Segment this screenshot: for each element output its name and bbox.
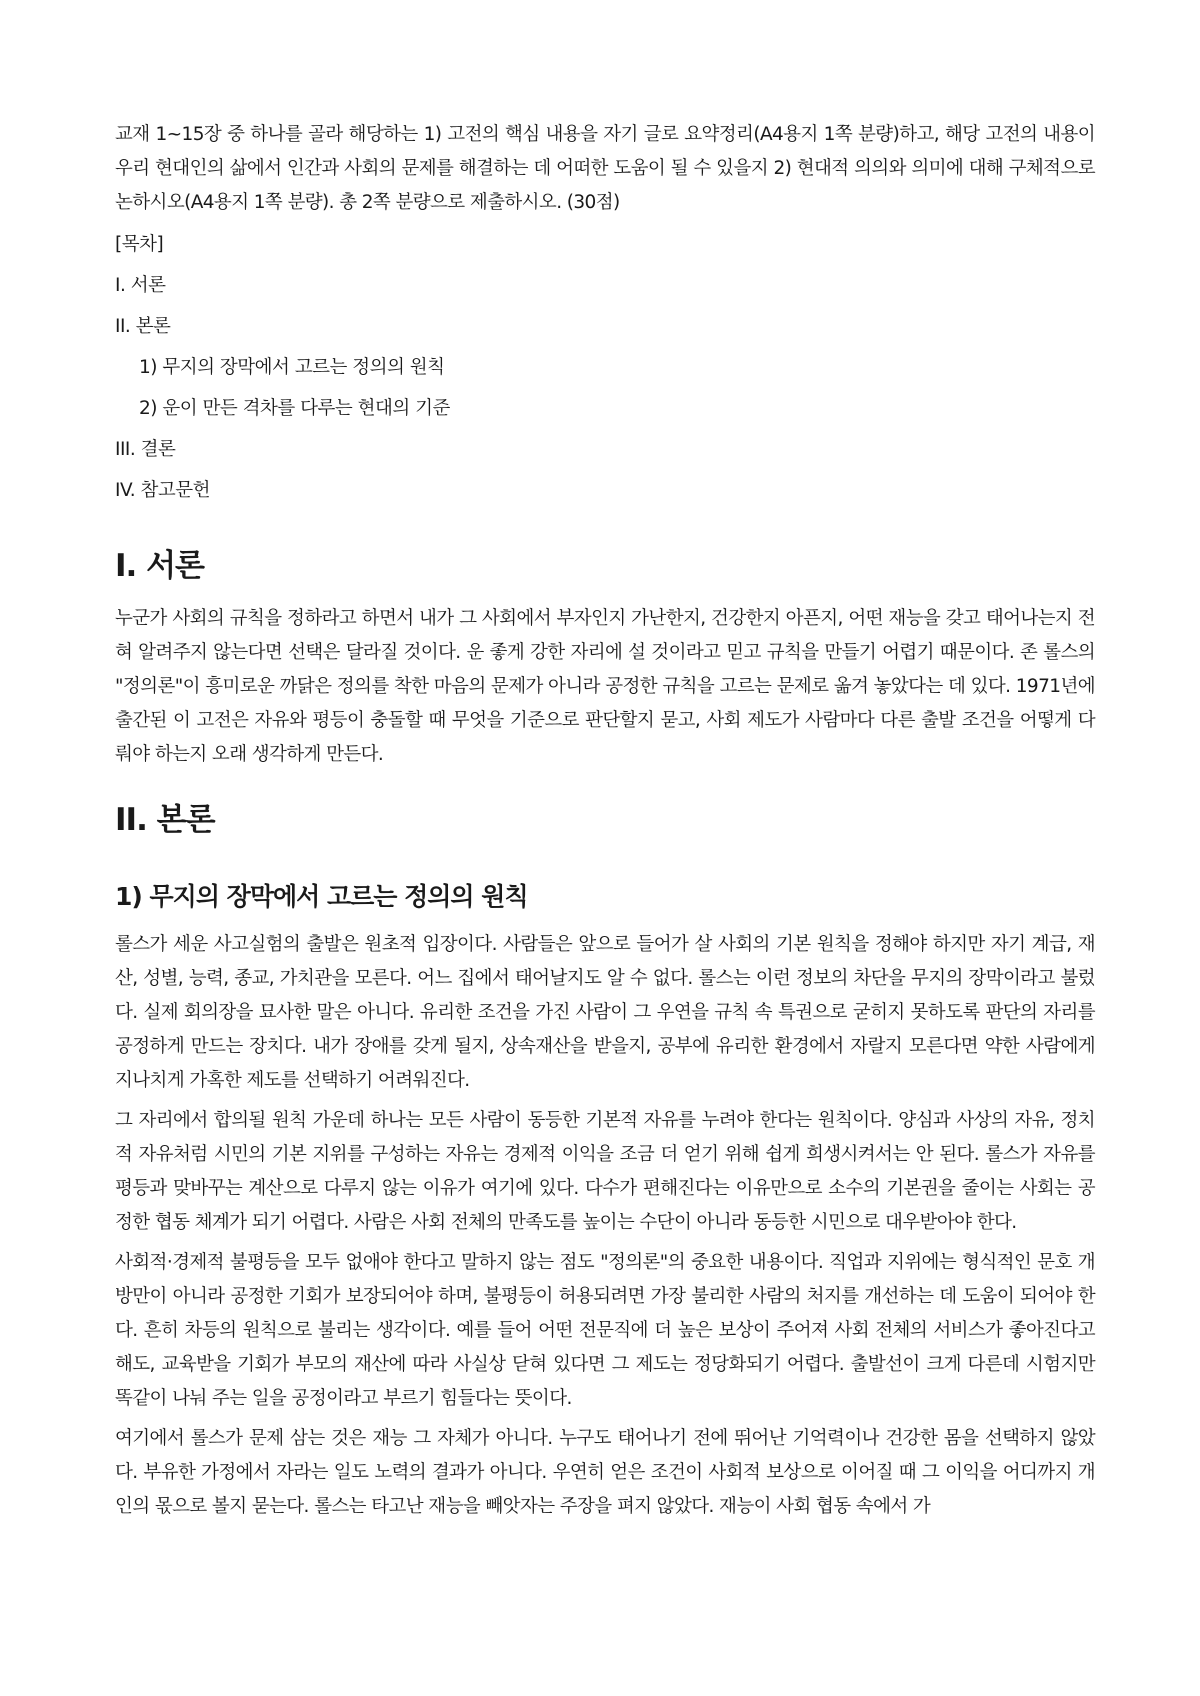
body-paragraph: 사회적·경제적 불평등을 모두 없애야 한다고 말하지 않는 점도 "정의론"의 중요한 내용이다. 직업과 지위에는 형식적인 문호 개방만이 아니라 공정한 기회가 보장되어야 하며, 불평등이 허용되려면 가장 불리한 사람의 처지를 개선하는 데 도움이 되어야 한다. 흔히 차등의 원칙으로 불리는 생각이다. 예를 들어 어떤 전문직에 더 높은 보상이 주어져 사회 전체의 서비스가 좋아진다고 해도, 교육받을 기회가 부모의 재산에 따라 사실상 닫혀 있다면 그 제도는 정당화되기 어렵다. 출발선이 크게 다른데 시험지만 똑같이 나눠 주는 일을 공정이라고 부르기 힘들다는 뜻이다. xyxy=(115,1252,1095,1409)
body-paragraph: 여기에서 롤스가 문제 삼는 것은 재능 그 자체가 아니다. 누구도 태어나기 전에 뛰어난 기억력이나 건강한 몸을 선택하지 않았다. 부유한 가정에서 자라는 일도 노력의 결과가 아니다. 우연히 얻은 조건이 사회적 보상으로 이어질 때 그 이익을 어디까지 개인의 몫으로 볼지 묻는다. 롤스는 타고난 재능을 빼앗자는 주장을 펴지 않았다. 재능이 사회 협동 속에서 가 xyxy=(115,1428,1095,1517)
toc-item-body: II. 본론 xyxy=(115,316,171,337)
document-page xyxy=(115,118,1095,1530)
section-heading-intro: I. 서론 xyxy=(115,548,204,584)
section-heading-body: II. 본론 xyxy=(115,802,215,838)
toc-item-body-sub2: 2) 운이 만든 격차를 다루는 현대의 기준 xyxy=(139,398,450,419)
body-paragraph: 그 자리에서 합의될 원칙 가운데 하나는 모든 사람이 동등한 기본적 자유를 누려야 한다는 원칙이다. 양심과 사상의 자유, 정치적 자유처럼 시민의 기본 지위를 구성하는 자유는 경제적 이익을 조금 더 얻기 위해 쉽게 희생시켜서는 안 된다. 롤스가 자유를 평등과 맞바꾸는 계산으로 다루지 않는 이유가 여기에 있다. 다수가 편해진다는 이유만으로 소수의 기본권을 줄이는 사회는 공정한 협동 체계가 되기 어렵다. 사람은 사회 전체의 만족도를 높이는 수단이 아니라 동등한 시민으로 대우받아야 한다. xyxy=(115,1110,1095,1233)
intro-paragraph: 누군가 사회의 규칙을 정하라고 하면서 내가 그 사회에서 부자인지 가난한지, 건강한지 아픈지, 어떤 재능을 갖고 태어나는지 전혀 알려주지 않는다면 선택은 달라질 것이다. 운 좋게 강한 자리에 설 것이라고 믿고 규칙을 만들기 어렵기 때문이다. 존 롤스의 "정의론"이 흥미로운 까닭은 정의를 착한 마음의 문제가 아니라 공정한 규칙을 고르는 문제로 옮겨 놓았다는 데 있다. 1971년에 출간된 이 고전은 자유와 평등이 충돌할 때 무엇을 기준으로 판단할지 묻고, 사회 제도가 사람마다 다른 출발 조건을 어떻게 다뤄야 하는지 오래 생각하게 만든다. xyxy=(115,608,1095,765)
subsection-heading-1: 1) 무지의 장막에서 고르는 정의의 원칙 xyxy=(115,882,528,911)
table-of-contents xyxy=(115,232,1095,504)
toc-item-references: IV. 참고문헌 xyxy=(115,480,210,501)
assignment-prompt: 교재 1~15장 중 하나를 골라 해당하는 1) 고전의 핵심 내용을 자기 글로 요약정리(A4용지 1쪽 분량)하고, 해당 고전의 내용이 우리 현대인의 삶에서 인간과 사회의 문제를 해결하는 데 어떠한 도움이 될 수 있을지 2) 현대적 의의와 의미에 대해 구체적으로 논하시오(A4용지 1쪽 분량). 총 2쪽 분량으로 제출하시오. (30점) xyxy=(115,124,1095,213)
body-paragraph: 롤스가 세운 사고실험의 출발은 원초적 입장이다. 사람들은 앞으로 들어가 살 사회의 기본 원칙을 정해야 하지만 자기 계급, 재산, 성별, 능력, 종교, 가치관을 모른다. 어느 집에서 태어날지도 알 수 없다. 롤스는 이런 정보의 차단을 무지의 장막이라고 불렀다. 실제 회의장을 묘사한 말은 아니다. 유리한 조건을 가진 사람이 그 우연을 규칙 속 특권으로 굳히지 못하도록 판단의 자리를 공정하게 만드는 장치다. 내가 장애를 갖게 될지, 상속재산을 받을지, 공부에 유리한 환경에서 자랄지 모른다면 약한 사람에게 지나치게 가혹한 제도를 선택하기 어려워진다. xyxy=(115,934,1095,1091)
toc-item-body-sub1: 1) 무지의 장막에서 고르는 정의의 원칙 xyxy=(139,357,445,378)
toc-item-conclusion: III. 결론 xyxy=(115,439,176,460)
toc-title: [목차] xyxy=(115,234,164,255)
toc-item-intro: I. 서론 xyxy=(115,275,166,296)
